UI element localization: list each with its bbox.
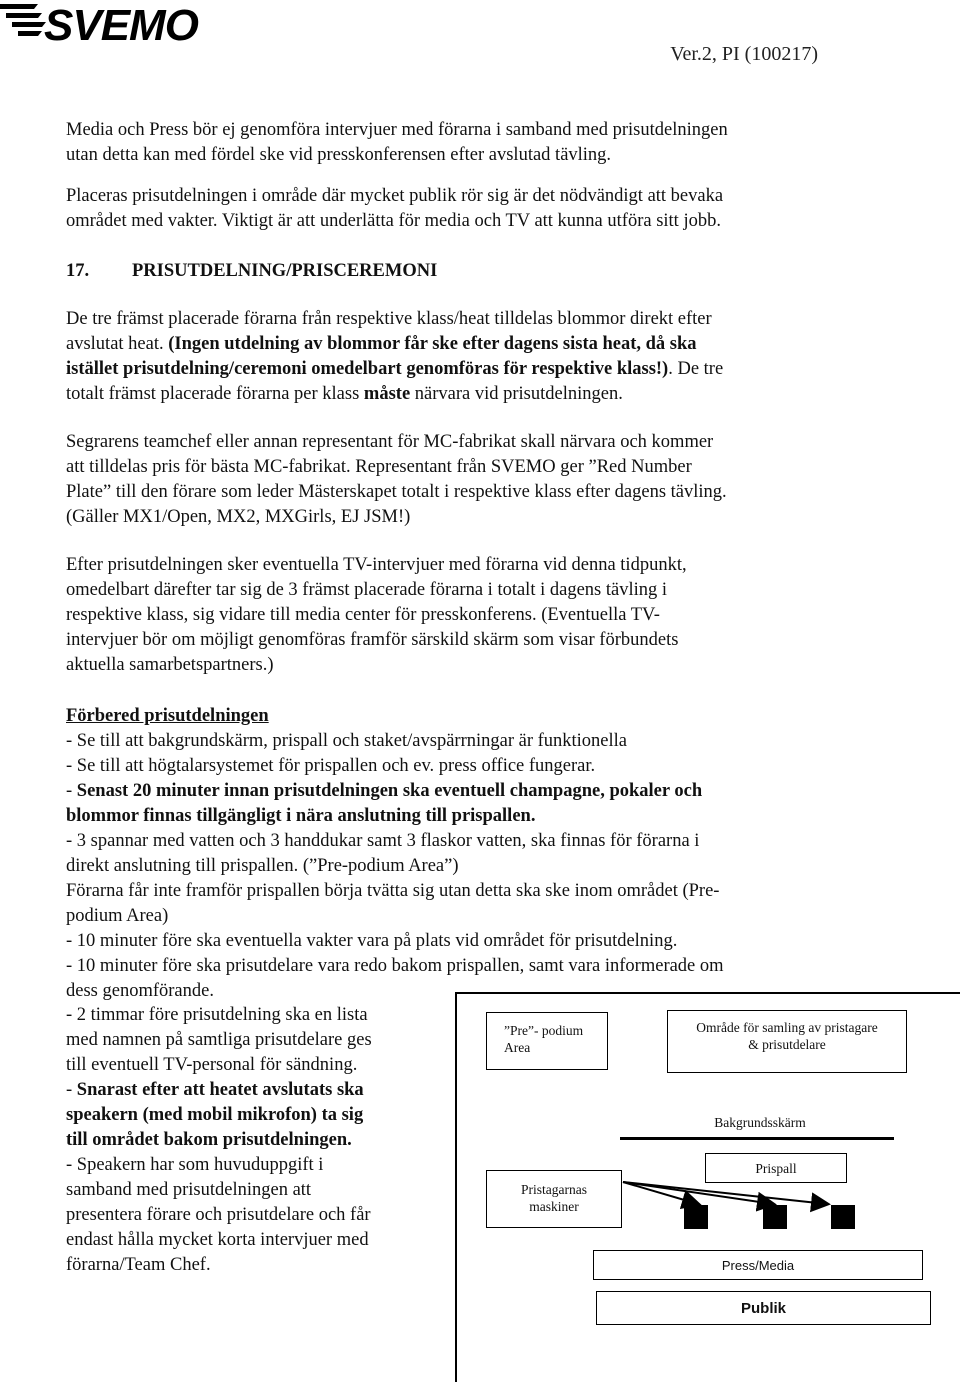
text-line: intervjuer bör om möjligt genomföras framför särskild skärm som visar förbundets: [66, 630, 679, 650]
winner-position-marker: [763, 1205, 787, 1229]
text-line: [66, 779, 866, 804]
text-line: Media och Press bör ej genomföra intervjuer med förarna i samband med prisutdelningen: [66, 120, 728, 140]
version-label: Ver.2, PI (100217): [670, 43, 818, 65]
text-span: . De tre: [668, 359, 724, 379]
text-line: omedelbart därefter tar sig de 3 främst placerade förarna i totalt i dagens tävling i: [66, 580, 667, 600]
pre-podium-area-box: [486, 1012, 608, 1070]
press-media-box: Press/Media: [593, 1250, 923, 1280]
paragraph-ceremony: [66, 307, 866, 407]
text-line: dess genomförande.: [66, 981, 214, 1001]
text-line: - 10 minuter före ska eventuella vakter vara på plats vid området för prisutdelning.: [66, 931, 678, 951]
paragraph-security: [66, 184, 866, 234]
section-heading: [66, 259, 437, 284]
text-line: [66, 332, 866, 357]
text-line: till eventuell TV-personal för sändning.: [66, 1055, 358, 1075]
podium-box: Prispall: [705, 1153, 847, 1183]
text-line: respektive klass, sig vidare till media center för presskonferens. (Eventuella TV-: [66, 605, 660, 625]
bold-text: till området bakom prisutdelningen.: [66, 1130, 352, 1150]
text-line: området med vakter. Viktigt är att underlätta för media och TV att kunna utföra sitt jobb.: [66, 211, 721, 231]
text-span: avslutat heat.: [66, 334, 169, 354]
arrow-to-position-3: [623, 1182, 827, 1204]
prepare-heading: [66, 704, 866, 729]
text-line: [66, 1128, 446, 1153]
left-column: [66, 1003, 446, 1278]
text-line: De tre främst placerade förarna från respektive klass/heat tilldelas blommor direkt efter: [66, 309, 712, 329]
section-number: 17.: [66, 261, 90, 281]
text-line: Förarna får inte framför prispallen börja tvätta sig utan detta ska ske inom området (Pre-: [66, 881, 720, 901]
winner-position-marker: [684, 1205, 708, 1229]
text-line: [66, 1103, 446, 1128]
text-line: att tilldelas pris för bästa MC-fabrikat. Representant från SVEMO ger ”Red Number: [66, 457, 692, 477]
paragraph-media-press: [66, 118, 866, 168]
paragraph-after-ceremony: [66, 553, 866, 678]
text-line: - 10 minuter före ska prisutdelare vara redo bakom prispallen, samt vara informerade om: [66, 956, 724, 976]
bold-text: (Ingen utdelning av blommor får ske efter dagens sista heat, då ska: [168, 334, 697, 354]
text-span: -: [66, 781, 77, 801]
bold-text: Förbered prisutdelningen: [66, 706, 269, 726]
text-line: direkt anslutning till prispallen. (”Pre-podium Area”): [66, 856, 459, 876]
text-line: - Se till att bakgrundskärm, prispall och staket/avspärrningar är funktionella: [66, 731, 628, 751]
text-line: samband med prisutdelningen att: [66, 1180, 312, 1200]
text-line: - 2 timmar före prisutdelning ska en lista: [66, 1005, 368, 1025]
gathering-area-box: [667, 1010, 907, 1073]
box-label: ”Pre”- podium: [504, 1023, 584, 1038]
bold-text: Senast 20 minuter innan prisutdelningen ska eventuell champagne, pokaler och: [76, 781, 703, 801]
text-line: Placeras prisutdelningen i område där mycket publik rör sig är det nödvändigt att bevaka: [66, 186, 724, 206]
text-line: - Se till att högtalarsystemet för prispallen och ev. press office fungerar.: [66, 756, 596, 776]
text-line: - 3 spannar med vatten och 3 handdukar samt 3 flaskor vatten, ska finnas för förarna i: [66, 831, 700, 851]
text-line: (Gäller MX1/Open, MX2, MXGirls, EJ JSM!): [66, 507, 411, 527]
text-line: aktuella samarbetspartners.): [66, 655, 274, 675]
box-label: maskiner: [529, 1199, 579, 1214]
box-label: Area: [504, 1040, 531, 1055]
paragraph-team-chief: [66, 430, 866, 530]
bold-text: måste: [363, 384, 411, 404]
text-span: närvara vid prisutdelningen.: [410, 384, 623, 404]
box-label: & prisutdelare: [748, 1037, 826, 1052]
bold-text: Snarast efter att heatet avslutats ska: [76, 1080, 364, 1100]
text-line: [66, 357, 866, 382]
section-title: PRISUTDELNING/PRISCEREMONI: [132, 261, 438, 281]
bold-text: speakern (med mobil mikrofon) ta sig: [66, 1105, 364, 1125]
text-line: podium Area): [66, 906, 169, 926]
prepare-section: [66, 704, 866, 1004]
logo-text: SVEMO: [44, 1, 198, 46]
text-line: med namnen på samtliga prisutdelare ges: [66, 1030, 372, 1050]
audience-box: Publik: [596, 1291, 931, 1325]
text-line: presentera förare och prisutdelare och får: [66, 1205, 371, 1225]
text-line: [66, 804, 866, 829]
text-line: Plate” till den förare som leder Mästerskapet totalt i respektive klass efter dagens tävling.: [66, 482, 727, 502]
text-line: [66, 1078, 446, 1103]
text-line: - Speakern har som huvuduppgift i: [66, 1155, 324, 1175]
text-line: [66, 382, 866, 407]
bold-text: istället prisutdelning/ceremoni omedelbart genomföras för respektive klass!): [66, 359, 669, 379]
text-span: totalt främst placerade förarna per klass: [66, 384, 364, 404]
text-line: endast hålla mycket korta intervjuer med: [66, 1230, 369, 1250]
svemo-logo: [0, 0, 250, 54]
background-screen-label: Bakgrundsskärm: [714, 1115, 806, 1130]
text-span: -: [66, 1080, 77, 1100]
text-line: Segrarens teamchef eller annan representant för MC-fabrikat skall närvara och kommer: [66, 432, 714, 452]
winner-position-marker: [831, 1205, 855, 1229]
bold-text: blommor finnas tillgängligt i nära anslutning till prispallen.: [66, 806, 536, 826]
text-line: förarna/Team Chef.: [66, 1255, 211, 1275]
text-line: utan detta kan med fördel ske vid presskonferensen efter avslutad tävling.: [66, 145, 612, 165]
box-label: Pristagarnas: [521, 1182, 587, 1197]
text-line: Efter prisutdelningen sker eventuella TV-intervjuer med förarna vid denna tidpunkt,: [66, 555, 687, 575]
box-label: Område för samling av pristagare: [696, 1020, 878, 1035]
